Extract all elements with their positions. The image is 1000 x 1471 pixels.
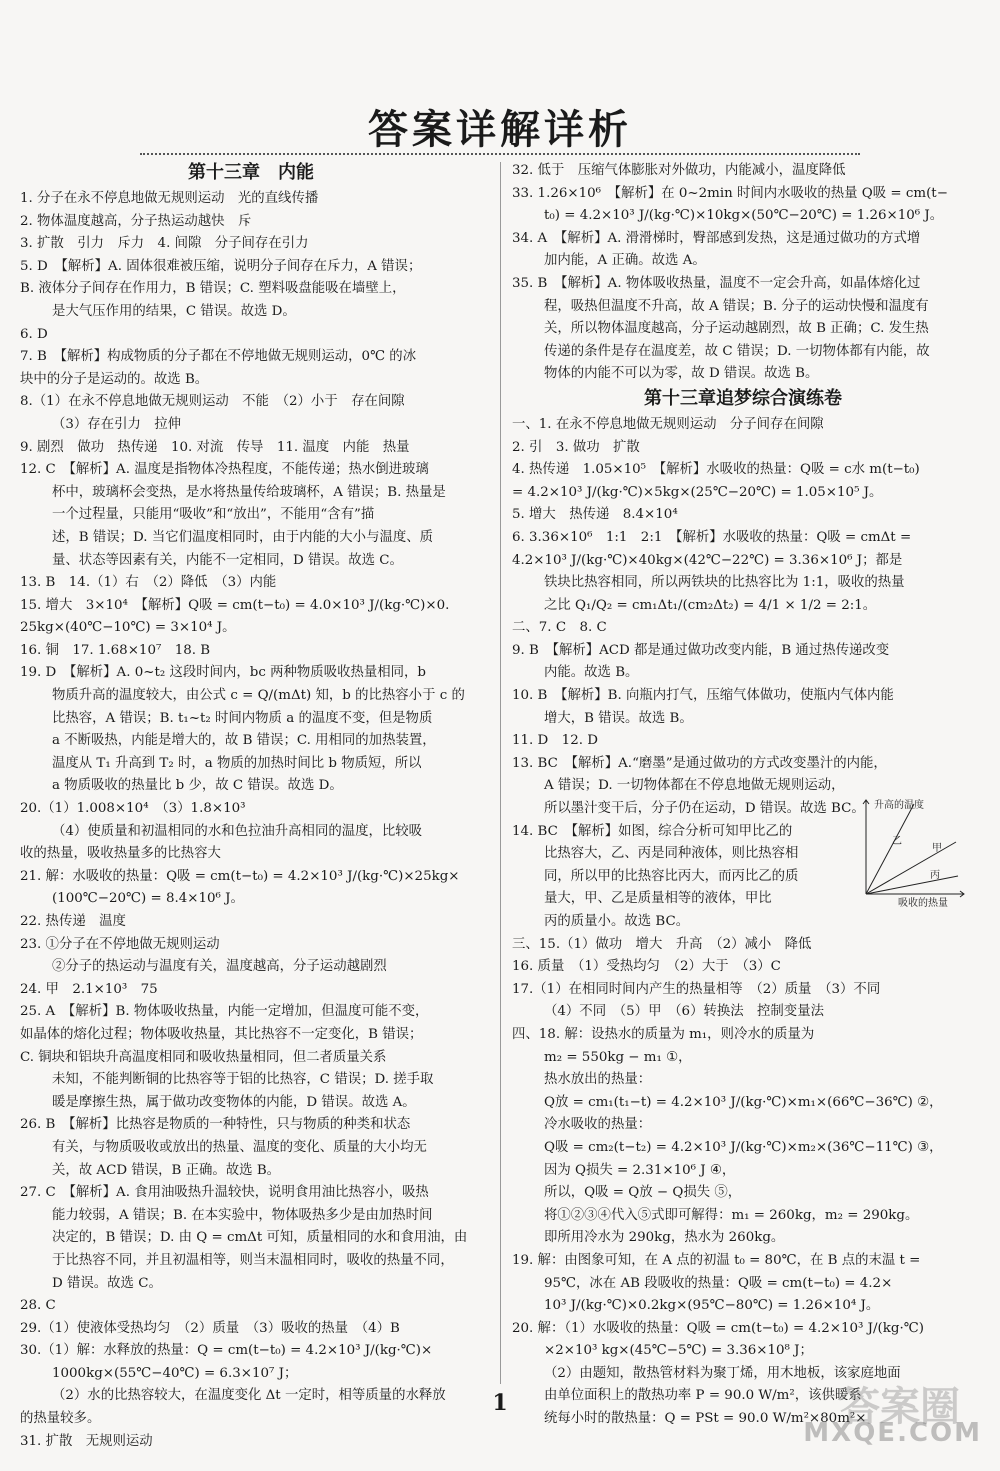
answer-line: 19. 解：由图象可知，在 A 点的初温 t₀ = 80℃，在 B 点的末温 t =: [512, 1252, 921, 1268]
answer-line: 11. D 12. D: [512, 733, 598, 749]
answer-line: 丙的质量小。故选 BC。: [544, 914, 690, 929]
answer-line: 程，吸热但温度不升高，故 A 错误；B. 分子的运动快慢和温度有: [544, 298, 929, 314]
watermark-text: MXQE.COM: [803, 1418, 982, 1448]
answer-line: 如晶体的熔化过程；物体吸收热量，其比热容不一定变化，B 错误；: [20, 1026, 423, 1042]
answer-line: 决定的，B 错误；D. 由 Q = cmΔt 可知，质量相同的水和食用油，由: [52, 1230, 468, 1246]
answer-line: 未知，不能判断铜的比热容等于铝的比热容，C 错误；D. 搓手取: [52, 1072, 434, 1088]
series-label-yi: 乙: [892, 836, 902, 847]
answer-line: 收的热量，吸收热量多的比热容大: [20, 846, 221, 862]
answer-line: 20. 解：（1）水吸收的热量：Q吸 = cm(t−t₀) = 4.2×10³ J/(kg·℃): [512, 1320, 924, 1336]
answer-line: 30.（1）解：水释放的热量：Q = cm(t−t₀) = 4.2×10³ J/(kg·℃)×: [20, 1343, 433, 1359]
answer-line: ×2×10³ kg×(45℃−5℃) = 3.36×10⁸ J；: [544, 1343, 813, 1359]
answer-line: 27. C 【解析】A. 食用油吸热升温较快，说明食用油比热容小，吸热: [20, 1185, 429, 1201]
answer-line: 25kg×(40℃−10℃) = 3×10⁴ J。: [20, 620, 236, 636]
answer-line: 6. 3.36×10⁶ 1:1 2:1 【解析】水吸收的热量：Q吸 = cmΔt =: [512, 529, 912, 545]
temperature-heat-graph: [852, 796, 970, 908]
answer-line: 14. BC 【解析】如图，综合分析可知甲比乙的: [512, 823, 793, 839]
answer-line: （3）存在引力 拉伸: [52, 416, 182, 432]
answer-line: 22. 热传递 温度: [20, 914, 126, 929]
answer-line: 32. 低于 压缩气体膨胀对外做功，内能减小，温度降低: [512, 163, 846, 178]
answer-line: 33. 1.26×10⁶ 【解析】在 0~2min 时间内水吸收的热量 Q吸 = cm(t−: [512, 185, 948, 201]
answer-line: 17.（1）在相同时间内产生的热量相等 （2）质量 （3）不同: [512, 981, 881, 997]
answer-line: 1000kg×(55℃−40℃) = 6.3×10⁷ J；: [52, 1365, 298, 1381]
answer-line: 块中的分子是运动的。故选 B。: [20, 371, 209, 387]
answer-line: 有关，与物质吸收或放出的热量、温度的变化、质量的大小均无: [52, 1139, 427, 1155]
answer-line: 6. D: [20, 326, 48, 342]
answer-line: 四、18. 解：设热水的质量为 m₁，则冷水的质量为: [512, 1026, 815, 1042]
answer-line: 10. B 【解析】B. 向瓶内打气，压缩气体做功，使瓶内气体内能: [512, 688, 894, 704]
answer-line: 5. 增大 热传递 8.4×10⁴: [512, 507, 678, 523]
column-divider: [500, 162, 501, 1384]
answer-line: 26. B 【解析】比热容是物质的一种特性，只与物质的种类和状态: [20, 1117, 411, 1133]
answer-line: 29.（1）使液体受热均匀 （2）质量 （3）吸收的热量 （4）B: [20, 1320, 400, 1336]
answer-line: 9. 剧烈 做功 热传递 10. 对流 传导 11. 温度 内能 热量: [20, 439, 410, 455]
answer-line: C. 铜块和铝块升高温度相同和吸收热量相同，但二者质量关系: [20, 1049, 387, 1065]
answer-line: 物体的内能不可以为零，故 D 错误。故选 B。: [544, 366, 819, 382]
answer-line: 8.（1）在永不停息地做无规则运动 不能 （2）小于 存在间隙: [20, 394, 405, 410]
page-title: 答案详解详析: [368, 106, 632, 153]
answer-line: 所以墨汁变干后，分子仍在运动，D 错误。故选 BC。: [544, 801, 865, 817]
answer-line: t₀) = 4.2×10³ J/(kg·℃)×10kg×(50℃−20℃) = 1.26×10⁶ J。: [544, 208, 944, 224]
answer-line: = 4.2×10³ J/(kg·℃)×5kg×(25℃−20℃) = 1.05×10⁵ J。: [512, 484, 883, 500]
answer-line: 23. ①分子在不停地做无规则运动: [20, 936, 220, 952]
answer-line: 10³ J/(kg·℃)×0.2kg×(95℃−80℃) = 1.26×10⁴ J。: [544, 1298, 880, 1314]
answer-line: 增大，B 错误。故选 B。: [544, 710, 693, 726]
answer-line: 比热容，A 错误；B. t₁~t₂ 时间内物质 a 的温度不变，但是物质: [52, 710, 433, 726]
answer-line: 铁块比热容相同，所以两铁块的比热容比为 1:1，吸收的热量: [544, 575, 905, 591]
answer-line: 同，所以甲的比热容比丙大，而丙比乙的质: [544, 868, 799, 884]
answer-line: （4）不同 （5）甲 （6）转换法 控制变量法: [544, 1004, 824, 1020]
answer-line: 温度从 T₁ 升高到 T₂ 时，a 物质的加热时间比 b 物质短，所以: [52, 755, 422, 771]
watermark-logo: 答案圈: [840, 1384, 960, 1430]
answer-line: B. 液体分子间存在作用力，B 错误；C. 塑料吸盘能吸在墙壁上，: [20, 281, 406, 297]
answer-line: 二、7. C 8. C: [512, 620, 607, 636]
title-rule: [140, 153, 860, 155]
answer-line: 5. D 【解析】A. 固体很难被压缩，说明分子间存在斥力，A 错误；: [20, 258, 422, 274]
answer-line: 12. C 【解析】A. 温度是指物体冷热程度，不能传递；热水倒进玻璃: [20, 462, 429, 478]
answer-line: 所以，Q吸 = Q放 − Q损失 ⑤，: [544, 1185, 742, 1201]
answer-line: 28. C: [20, 1298, 56, 1314]
answer-line: Q吸 = cm₂(t−t₂) = 4.2×10³ J/(kg·℃)×m₂×(36℃−11℃) ③，: [544, 1139, 943, 1155]
graph-y-label: 升高的温度: [874, 800, 924, 811]
chapter-title-left: 第十三章 内能: [188, 162, 314, 183]
answer-line: 于比热容不同，并且初温相等，则当末温相同时，吸收的热量不同，: [52, 1252, 454, 1268]
answer-line: m₂ = 550kg − m₁ ①，: [544, 1049, 692, 1065]
chapter-title-right: 第十三章追梦综合演练卷: [644, 387, 842, 409]
answer-line: 一个过程量，只能用“吸收”和“放出”，不能用“含有”描: [52, 507, 375, 523]
series-line-bing: [866, 876, 958, 894]
answer-line: 13. BC 【解析】A.“磨墨”是通过做功的方式改变墨汁的内能，: [512, 755, 887, 771]
answer-line: （2）由题知，散热管材料为聚丁烯，用木地板，该家庭地面: [544, 1365, 901, 1381]
answer-line: 16. 质量 （1）受热均匀 （2）大于 （3）C: [512, 959, 781, 975]
answer-line: a 不断吸热，内能是增大的，故 B 错误；C. 用相同的加热装置，: [52, 733, 436, 749]
answer-line: 比热容大，乙、丙是同种液体，则比热容相: [544, 846, 799, 862]
answer-line: 2. 引 3. 做功 扩散: [512, 439, 640, 455]
answer-line: 量、状态等因素有关，内能不一定相同，D 错误。故选 C。: [52, 552, 403, 568]
graph-svg: [852, 796, 970, 908]
answer-line: 三、15.（1）做功 增大 升高 （2）减小 降低: [512, 936, 812, 952]
answer-line: 热水放出的热量：: [544, 1072, 652, 1088]
page-number: 1: [492, 1390, 508, 1416]
answer-line: 20.（1）1.008×10⁴ （3）1.8×10³: [20, 801, 246, 817]
series-label-jia: 甲: [932, 843, 942, 854]
answer-line: 34. A 【解析】A. 滑滑梯时，臀部感到发热，这是通过做功的方式增: [512, 230, 921, 246]
answer-line: 物质升高的温度较大，由公式 c = Q/(mΔt) 知，b 的比热容小于 c 的: [52, 688, 465, 704]
answer-line: A 错误；D. 一切物体都在不停息地做无规则运动，: [544, 778, 845, 794]
answer-line: 关，所以物体温度越高，分子运动越剧烈，故 B 正确；C. 发生热: [544, 321, 929, 337]
answer-line: 能力较弱，A 错误；B. 在本实验中，物体吸热多少是由加热时间: [52, 1207, 433, 1223]
answer-line: a 物质吸收的热量比 b 少，故 C 错误。故选 D。: [52, 778, 343, 794]
answer-line: 15. 增大 3×10⁴ 【解析】Q吸 = cm(t−t₀) = 4.0×10³ J/(kg·℃)×0.: [20, 597, 450, 613]
answer-line: 加内能，A 正确。故选 A。: [544, 253, 706, 269]
answer-line: 之比 Q₁/Q₂ = cm₁Δt₁/(cm₂Δt₂) = 4/1 × 1/2 = 2:1。: [544, 597, 877, 613]
answer-line: 由单位面积上的散热功率 P = 90.0 W/m²，该供暖系: [544, 1388, 862, 1404]
answer-line: （4）使质量和初温相同的水和色拉油升高相同的温度，比较吸: [52, 823, 423, 839]
series-label-bing: 丙: [930, 870, 940, 881]
answer-line: 关，故 ACD 错误，B 正确。故选 B。: [52, 1162, 281, 1178]
answer-line: 16. 铜 17. 1.68×10⁷ 18. B: [20, 642, 211, 658]
answer-line: (100℃−20℃) = 8.4×10⁶ J。: [52, 891, 244, 907]
answer-line: 传递的条件是存在温度差，故 C 错误；D. 一切物体都有内能，故: [544, 343, 930, 359]
answer-line: 7. B 【解析】构成物质的分子都在不停地做无规则运动，0℃ 的冰: [20, 349, 417, 365]
answer-line: 冷水吸收的热量：: [544, 1117, 652, 1133]
answer-line: 1. 分子在永不停息地做无规则运动 光的直线传播: [20, 191, 319, 206]
answer-line: （2）水的比热容较大，在温度变化 Δt 一定时，相等质量的水释放: [52, 1388, 446, 1404]
answer-line: Q放 = cm₁(t₁−t) = 4.2×10³ J/(kg·℃)×m₁×(66℃−36℃) ②，: [544, 1094, 943, 1110]
answer-line: 内能。故选 B。: [544, 665, 639, 681]
answer-line: 95℃，冰在 AB 段吸收的热量：Q吸 = cm(t−t₀) = 4.2×: [544, 1275, 893, 1291]
answer-line: 4. 热传递 1.05×10⁵ 【解析】水吸收的热量：Q吸 = c水 m(t−t₀): [512, 462, 920, 478]
answer-line: 将①②③④代入⑤式即可解得：m₁ = 260kg，m₂ = 290kg。: [544, 1207, 919, 1223]
answer-line: D 错误。故选 C。: [52, 1275, 162, 1291]
answer-line: 一、1. 在永不停息地做无规则运动 分子间存在间隙: [512, 416, 824, 432]
answer-line: ②分子的热运动与温度有关，温度越高，分子运动越剧烈: [52, 959, 387, 975]
right-answer-list-top: [512, 160, 974, 386]
answer-line: 31. 扩散 无规则运动: [20, 1433, 153, 1449]
answer-line: 9. B 【解析】ACD 都是通过做功改变内能，B 通过热传递改变: [512, 642, 890, 658]
answer-line: 述，B 错误；D. 当它们温度相同时，由于内能的大小与温度、质: [52, 529, 434, 545]
answer-line: 19. D 【解析】A. 0~t₂ 这段时间内，bc 两种物质吸收热量相同，b: [20, 665, 427, 681]
answer-line: 暖是摩擦生热，属于做功改变物体的内能，D 错误。故选 A。: [52, 1094, 416, 1110]
answer-line: 即所用冷水为 290kg，热水为 260kg。: [544, 1230, 785, 1246]
answer-line: 2. 物体温度越高，分子热运动越快 斥: [20, 213, 252, 229]
answer-line: 是大气压作用的结果，C 错误。故选 D。: [52, 303, 296, 319]
answer-line: 4.2×10³ J/(kg·℃)×40kg×(42℃−22℃) = 3.36×10⁶ J；都是: [512, 552, 903, 568]
answer-line: 13. B 14.（1）右 （2）降低 （3）内能: [20, 575, 277, 591]
answer-line: 的热量较多。: [20, 1411, 101, 1427]
answer-line: 统每小时的散热量：Q = PSt = 90.0 W/m²×80m²×: [544, 1411, 867, 1427]
answer-line: 量大，甲、乙是质量相等的液体，甲比: [544, 891, 772, 907]
answer-line: 3. 扩散 引力 斥力 4. 间隙 分子间存在引力: [20, 236, 309, 252]
answer-line: 21. 解：水吸收的热量：Q吸 = cm(t−t₀) = 4.2×10³ J/(kg·℃)×25kg×: [20, 868, 460, 884]
right-answer-list-bottom: [512, 414, 974, 1431]
graph-x-label: 吸收的热量: [898, 898, 948, 909]
answer-line: 24. 甲 2.1×10³ 75: [20, 981, 158, 997]
left-answer-list: [20, 188, 482, 1453]
left-column: [20, 160, 482, 1449]
answer-line: 杯中，玻璃杯会变热，是水将热量传给玻璃杯，A 错误；B. 热量是: [52, 484, 446, 500]
answer-line: 25. A 【解析】B. 物体吸收热量，内能一定增加，但温度可能不变，: [20, 1004, 429, 1020]
answer-line: 35. B 【解析】A. 物体吸收热量，温度不一定会升高，如晶体熔化过: [512, 275, 921, 291]
answer-line: 因为 Q损失 = 2.31×10⁶ J ④，: [544, 1162, 736, 1178]
